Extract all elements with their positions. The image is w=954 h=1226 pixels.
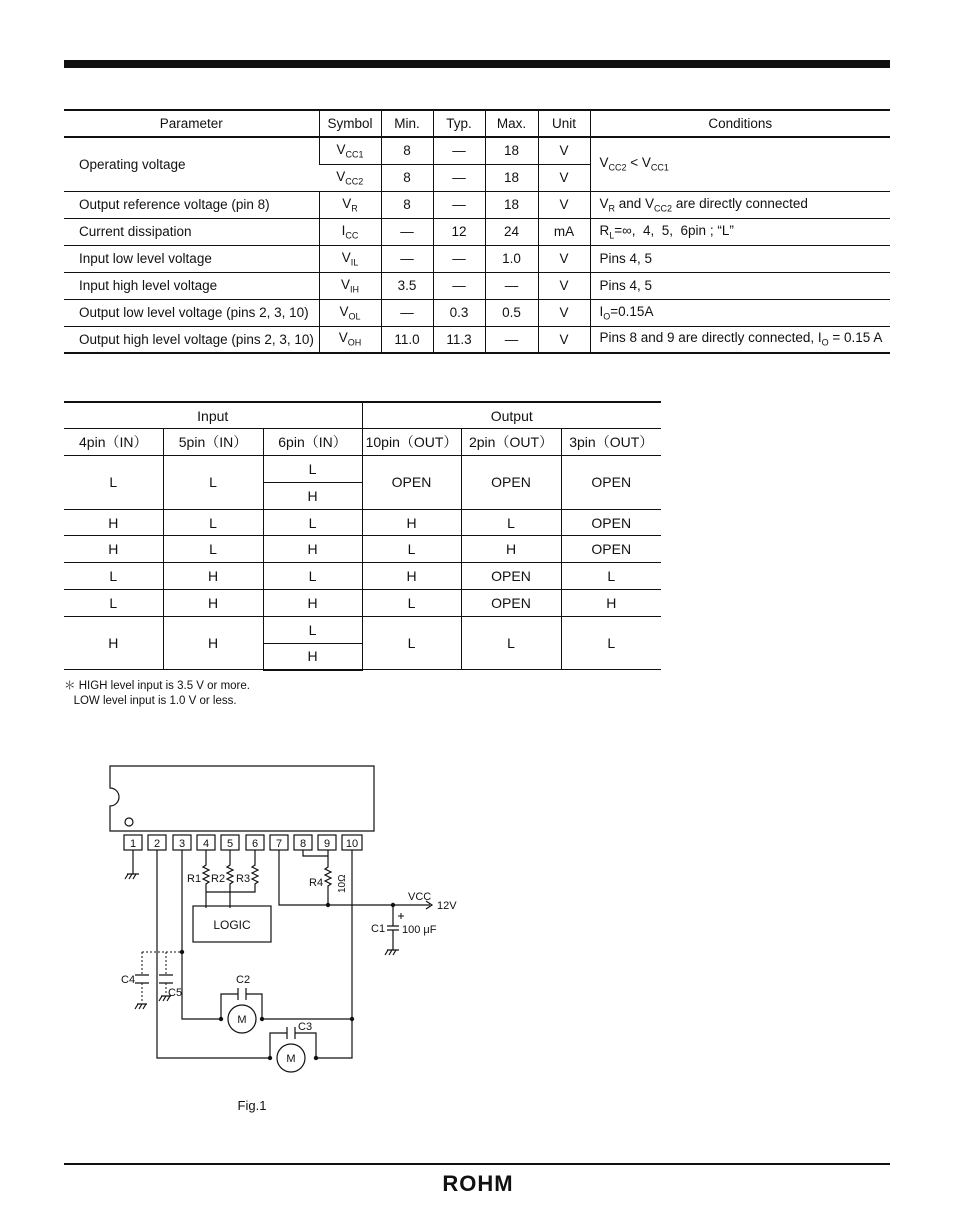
pin2-cell: OPEN [461, 590, 561, 617]
pin10-cell: H [362, 563, 461, 590]
pin3-cell: OPEN [561, 536, 661, 563]
pin-label: 4 [202, 838, 210, 850]
c1-value: 100 μF [402, 924, 437, 936]
note-line: ＊ HIGH level input is 3.5 V or more. [64, 680, 250, 692]
c5-label: C5 [168, 987, 183, 999]
conditions-cell: Pins 4, 5 [590, 272, 890, 299]
min-cell: 8 [381, 164, 433, 191]
pin-label: 7 [275, 838, 283, 850]
typ-cell: — [433, 191, 485, 218]
parameter-cell: Output reference voltage (pin 8) [64, 191, 319, 218]
typ-cell: — [433, 137, 485, 164]
c3-label: C3 [298, 1021, 313, 1033]
c4-label: C4 [121, 974, 136, 986]
pin10-cell: OPEN [362, 456, 461, 510]
parameter-cell: Input high level voltage [64, 272, 319, 299]
pin5-cell: H [163, 590, 263, 617]
symbol-cell: $I_{CC}$ [319, 218, 381, 245]
conditions-cell: Pins 4, 5 [590, 245, 890, 272]
unit-cell: V [538, 137, 590, 164]
min-cell: — [381, 245, 433, 272]
conditions-cell: $V_{CC2} < V_{CC1}$ [590, 137, 890, 191]
pin-label: 6 [251, 838, 259, 850]
symbol-cell: $V_R$ [319, 191, 381, 218]
r4-value: 10Ω [337, 874, 348, 893]
column-header: Symbol [319, 110, 381, 137]
unit-cell: V [538, 326, 590, 353]
pin5-cell: L [163, 536, 263, 563]
footer-rule [64, 1163, 890, 1165]
max-cell: — [485, 326, 538, 353]
r4-label: R4 [309, 877, 324, 889]
logic-label: LOGIC [213, 918, 251, 932]
input-group-header: Input [64, 402, 362, 429]
pin-label: 10 [345, 838, 359, 850]
unit-cell: V [538, 191, 590, 218]
parameter-cell: Output high level voltage (pins 2, 3, 10) [64, 326, 319, 353]
pin6-cell: H [263, 482, 362, 509]
pin3-cell: OPEN [561, 509, 661, 536]
pin4-cell: L [64, 563, 163, 590]
max-cell: 1.0 [485, 245, 538, 272]
conditions-cell: $I_O=0.15A$ [590, 299, 890, 326]
unit-cell: V [538, 164, 590, 191]
column-header: 10pin（OUT） [362, 429, 461, 456]
symbol-cell: $V_{OH}$ [319, 326, 381, 353]
ic-package [110, 766, 374, 831]
pin-label: 5 [226, 838, 234, 850]
column-header: Min. [381, 110, 433, 137]
min-cell: — [381, 218, 433, 245]
pin6-cell: L [263, 456, 362, 483]
ground-symbol [125, 874, 139, 879]
typ-cell: 11.3 [433, 326, 485, 353]
parameter-cell: Operating voltage [64, 137, 319, 191]
motor-1-label: M [237, 1014, 247, 1026]
column-header: Conditions [590, 110, 890, 137]
column-header: Max. [485, 110, 538, 137]
c1-label: C1 [371, 923, 386, 935]
min-cell: 8 [381, 191, 433, 218]
note-line: LOW level input is 1.0 V or less. [64, 695, 237, 707]
unit-cell: V [538, 272, 590, 299]
pin6-cell: H [263, 590, 362, 617]
min-cell: 11.0 [381, 326, 433, 353]
pin-label: 2 [153, 838, 161, 850]
ground-symbol [385, 950, 399, 955]
pin-label: 9 [323, 838, 331, 850]
pin6-cell: H [263, 643, 362, 670]
pin4-cell: L [64, 456, 163, 510]
pin2-cell: L [461, 616, 561, 670]
pin5-cell: H [163, 563, 263, 590]
r1-label: R1 [187, 873, 202, 885]
typ-cell: 0.3 [433, 299, 485, 326]
conditions-cell: $V_R$ and $V_{CC2}$ are directly connected [590, 191, 890, 218]
min-cell: 3.5 [381, 272, 433, 299]
pin10-cell: L [362, 590, 461, 617]
typ-cell: — [433, 164, 485, 191]
pin6-cell: H [263, 536, 362, 563]
r3-label: R3 [236, 873, 251, 885]
unit-cell: V [538, 245, 590, 272]
symbol-cell: $V_{IL}$ [319, 245, 381, 272]
pin3-cell: OPEN [561, 456, 661, 510]
output-group-header: Output [362, 402, 661, 429]
unit-cell: V [538, 299, 590, 326]
pin4-cell: H [64, 616, 163, 670]
max-cell: 18 [485, 164, 538, 191]
max-cell: 18 [485, 137, 538, 164]
pin4-cell: H [64, 509, 163, 536]
symbol-cell: $V_{OL}$ [319, 299, 381, 326]
motor-2-label: M [286, 1053, 296, 1065]
pin6-cell: L [263, 509, 362, 536]
column-header: Parameter [64, 110, 319, 137]
column-header: Typ. [433, 110, 485, 137]
conditions-cell: Pins 8 and 9 are directly connected, $I_O = 0.15$ A [590, 326, 890, 353]
min-cell: 8 [381, 137, 433, 164]
vcc-value: 12V [437, 900, 457, 912]
column-header: 4pin（IN） [64, 429, 163, 456]
symbol-cell: $V_{IH}$ [319, 272, 381, 299]
vcc-label: VCC [408, 891, 432, 903]
parameter-cell: Input low level voltage [64, 245, 319, 272]
pin5-cell: L [163, 509, 263, 536]
max-cell: 0.5 [485, 299, 538, 326]
rohm-logo [432, 1172, 524, 1194]
r2-label: R2 [211, 873, 226, 885]
ground-symbol [135, 1004, 147, 1009]
pin3-cell: L [561, 616, 661, 670]
pin5-cell: H [163, 616, 263, 670]
typ-cell: — [433, 272, 485, 299]
pin3-cell: L [561, 563, 661, 590]
typ-cell: 12 [433, 218, 485, 245]
pin4-cell: H [64, 536, 163, 563]
typ-cell: — [433, 245, 485, 272]
column-header: 6pin（IN） [263, 429, 362, 456]
pin1-marker [125, 818, 133, 826]
column-header: 5pin（IN） [163, 429, 263, 456]
conditions-cell: $R_L=\infty$, 4, 5, 6pin ; “L” [590, 218, 890, 245]
unit-cell: mA [538, 218, 590, 245]
column-header: 2pin（OUT） [461, 429, 561, 456]
pin10-cell: H [362, 509, 461, 536]
logo-text: ROHM [442, 1172, 514, 1194]
column-header: Unit [538, 110, 590, 137]
pin3-cell: H [561, 590, 661, 617]
figure-caption: Fig.1 [237, 1098, 267, 1113]
pin-label: 8 [299, 838, 307, 850]
c2-label: C2 [236, 974, 251, 986]
pin5-cell: L [163, 456, 263, 510]
pin-label: 1 [129, 838, 137, 850]
max-cell: 24 [485, 218, 538, 245]
max-cell: — [485, 272, 538, 299]
pin10-cell: L [362, 616, 461, 670]
symbol-cell: $V_{CC1}$ [319, 137, 381, 164]
symbol-cell: $V_{CC2}$ [319, 164, 381, 191]
pin6-cell: L [263, 563, 362, 590]
parameter-cell: Output low level voltage (pins 2, 3, 10) [64, 299, 319, 326]
parameter-cell: Current dissipation [64, 218, 319, 245]
column-header: 3pin（OUT） [561, 429, 661, 456]
pin10-cell: L [362, 536, 461, 563]
min-cell: — [381, 299, 433, 326]
pin2-cell: OPEN [461, 563, 561, 590]
max-cell: 18 [485, 191, 538, 218]
pin2-cell: H [461, 536, 561, 563]
pin4-cell: L [64, 590, 163, 617]
pin2-cell: L [461, 509, 561, 536]
pin6-cell: L [263, 616, 362, 643]
pin-label: 3 [178, 838, 186, 850]
pin2-cell: OPEN [461, 456, 561, 510]
